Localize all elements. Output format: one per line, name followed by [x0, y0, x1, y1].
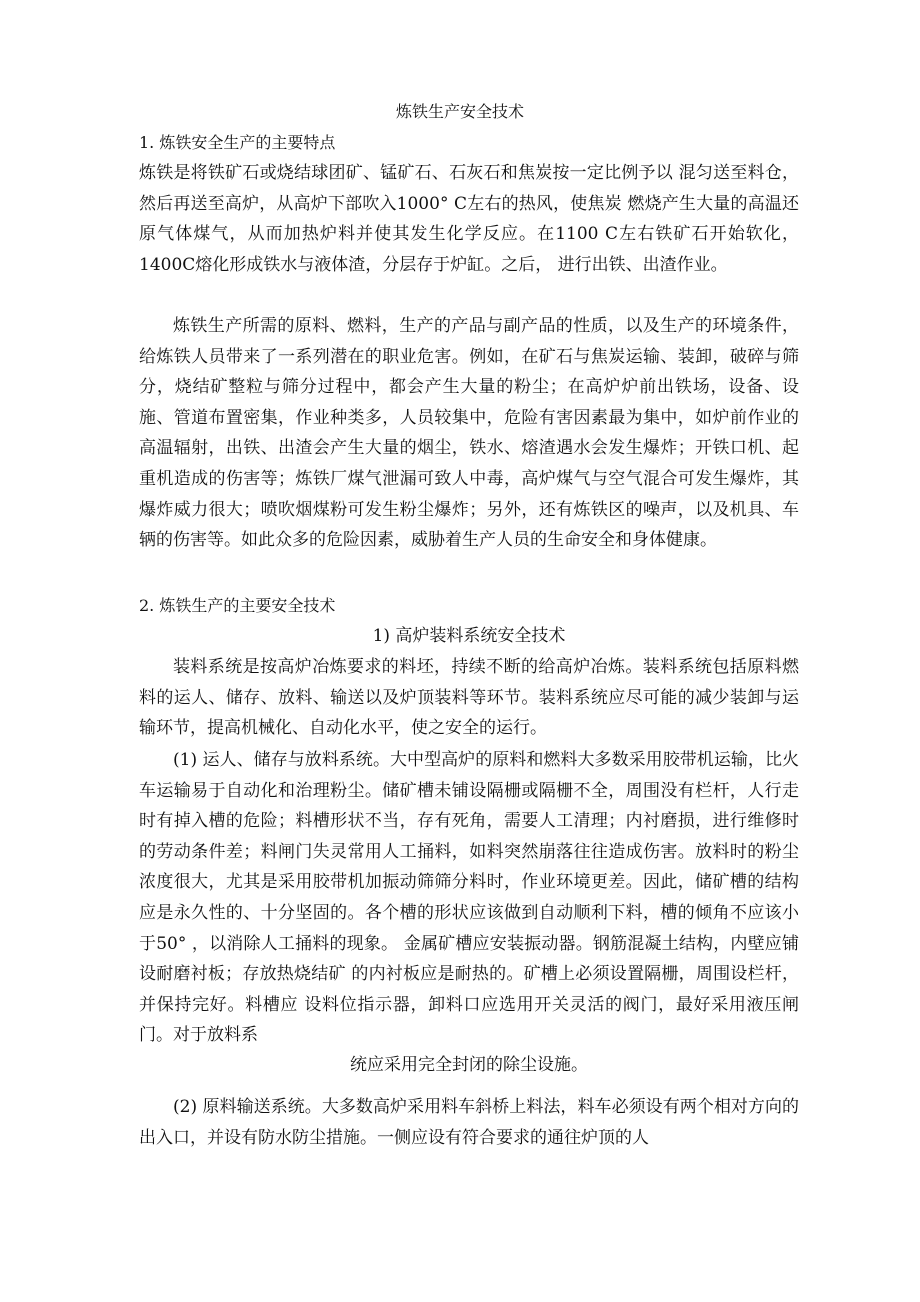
paragraph-3: 装料系统是按高炉冶炼要求的料坯，持续不断的给高炉冶炼。装料系统包括原料燃料的运人、储存、放料、输送以及炉顶装料等环节。装料系统应尽可能的减少装卸与运输环节，提高机械化、自动化水平，使之安全的运行。	[139, 657, 799, 739]
paragraph-1: 炼铁是将铁矿石或烧结球团矿、锰矿石、石灰石和焦炭按一定比例予以 混匀送至料仓，然后再送至高炉，从高炉下部吹入1000° C左右的热风，使焦炭 燃烧产生大量的高温还原气体煤气，从而加热炉料并使其发生化学反应。在1100 C左右铁矿石开始软化，1400C熔化形成铁水与液体渣，分层存于炉缸。之后， 进行出铁、出渣作业。	[139, 163, 799, 275]
section-2-heading: 2. 炼铁生产的主要安全技术	[139, 596, 336, 615]
section-1-heading: 1. 炼铁安全生产的主要特点	[139, 133, 336, 152]
subsection-1-heading: 1) 高炉装料系统安全技术	[372, 626, 566, 646]
paragraph-4-tail: 统应采用完全封闭的除尘设施。	[350, 1055, 588, 1075]
document-title: 炼铁生产安全技术	[395, 102, 524, 121]
paragraph-2: 炼铁生产所需的原料、燃料，生产的产品与副产品的性质，以及生产的环境条件，给炼铁人员带来了一系列潜在的职业危害。例如，在矿石与焦炭运输、装卸，破碎与筛分，烧结矿整粒与筛分过程中，都会产生大量的粉尘；在高炉炉前出铁场，设备、设施、管道布置密集，作业种类多，人员较集中，危险有害因素最为集中，如炉前作业的高温辐射，出铁、出渣会产生大量的烟尘，铁水、熔渣遇水会发生爆炸；开铁口机、起重机造成的伤害等；炼铁厂煤气泄漏可致人中毒，高炉煤气与空气混合可发生爆炸，其爆炸威力很大；喷吹烟煤粉可发生粉尘爆炸；另外，还有炼铁区的噪声，以及机具、车辆的伤害等。如此众多的危险因素，威胁着生产人员的生命安全和身体健康。	[139, 316, 799, 551]
paragraph-4: (1) 运人、储存与放料系统。大中型高炉的原料和燃料大多数采用胶带机运输，比火车运输易于自动化和治理粉尘。储矿槽未铺设隔栅或隔栅不全，周围没有栏杆，人行走时有掉入槽的危险；料槽形状不当，存有死角，需要人工清理；内衬磨损，进行维修时的劳动条件差；料闸门失灵常用人工捅料，如料突然崩落往往造成伤害。放料时的粉尘浓度很大，尤其是采用胶带机加振动筛筛分料时，作业环境更差。因此，储矿槽的结构应是永久性的、十分坚固的。各个槽的形状应该做到自动顺利下料，槽的倾角不应该小于50° ，以消除人工捅料的现象。 金属矿槽应安装振动器。钢筋混凝土结构，内壁应铺设耐磨衬板；存放热烧结矿 的内衬板应是耐热的。矿槽上必须设置隔栅，周围设栏杆，并保持完好。料槽应 设料位指示器，卸料口应选用开关灵活的阀门，最好采用液压闸门。对于放料系	[139, 750, 799, 1046]
paragraph-5: (2) 原料输送系统。大多数高炉采用料车斜桥上料法，料车必须设有两个相对方向的出入口，并设有防水防尘措施。一侧应设有符合要求的通往炉顶的人	[139, 1097, 799, 1148]
